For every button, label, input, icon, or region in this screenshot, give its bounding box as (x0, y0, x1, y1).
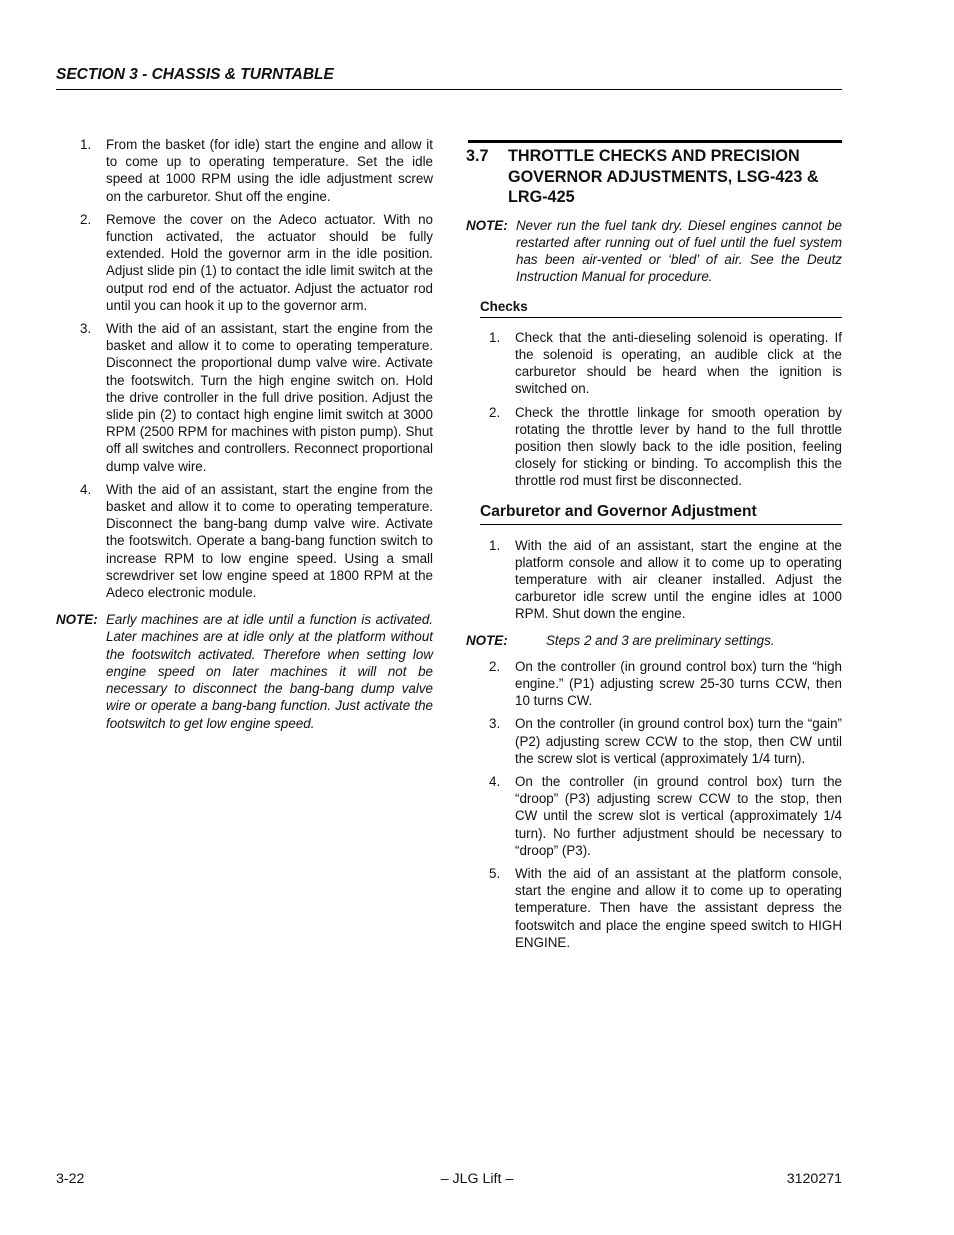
item-text: Check that the anti-dieseling solenoid is operating. If the solenoid is operating, an audible click at the carburetor should be heard when the ignition is switched on. (515, 329, 842, 397)
note-text: Early machines are at idle until a function is activated. Later machines are at idle only at the platform without the footswitch activated. Therefore when setting low engine speed on later machines it will not be necessary to disconnect the bang-bang dump valve wire or operate a bang-bang function. Just activate the footswitch to get low engine speed. (106, 612, 433, 731)
note-text: Never run the fuel tank dry. Diesel engines cannot be restarted after running out of fuel until the fuel system has been air-vented or ‘bled’ of air. See the Deutz Instruction Manual for procedure. (516, 217, 842, 285)
section-rule (468, 140, 842, 143)
item-text: With the aid of an assistant, start the engine from the basket and allow it to come to operating temperature. Disconnect the proportional dump valve wire. Activate the footswitch. Turn the high engine switch on. Hold the drive controller in the full drive position. Adjust the slide pin (2) to contact high engine limit switch at 3000 RPM (2500 RPM for machines with piston pump). Shut off all switches and controllers. Reconnect proportional dump valve wire. (106, 321, 433, 474)
note-text: Steps 2 and 3 are preliminary settings. (546, 632, 775, 648)
list-item (466, 658, 842, 710)
item-number: 2. (489, 658, 501, 674)
note-block (466, 217, 842, 286)
item-text: With the aid of an assistant at the platform console, start the engine and allow it to come up to operating temperature. Then have the assistant depress the footswitch and place the engine speed switch to HIGH ENGINE. (515, 866, 842, 950)
item-text: On the controller (in ground control box) turn the “droop” (P3) adjusting screw CCW to the stop, then CW until the screw slot is vertical (approximately 1/4 turn). No further adjustment should be necessary to “droop” (P3). (515, 774, 842, 858)
item-number: 4. (80, 481, 92, 497)
item-number: 1. (80, 137, 92, 152)
section-heading (466, 146, 842, 208)
list-item (466, 773, 842, 859)
left-column (56, 136, 433, 732)
carburetor-heading: Carburetor and Governor Adjustment (480, 502, 842, 525)
item-number: 3. (80, 321, 92, 337)
section-header: SECTION 3 - CHASSIS & TURNTABLE (56, 66, 334, 83)
item-text: On the controller (in ground control box) turn the “high engine.” (P1) adjusting screw 25-30 turns CCW, then 10 turns CW. (515, 658, 842, 709)
document-number: 3120271 (786, 1171, 842, 1187)
header-divider (56, 89, 842, 90)
item-number: 1. (489, 537, 501, 553)
list-item (466, 329, 842, 398)
item-text: Check the throttle linkage for smooth operation by rotating the throttle lever by hand to the full throttle position then slowly back to the idle position, feeling closely for sticking or binding. To accomplish this the throttle rod must first be disconnected. (515, 404, 842, 489)
list-item (466, 865, 842, 951)
item-number: 2. (80, 211, 92, 227)
list-item (56, 211, 433, 314)
right-column (466, 140, 842, 957)
footer-brand: – JLG Lift – (440, 1171, 514, 1187)
item-text: Remove the cover on the Adeco actuator. With no function activated, the actuator should be fully extended. Hold the governor arm in the idle position. Adjust slide pin (1) to contact the idle limit switch at the output rod end of the actuator. Adjust the actuator rod until you can hook it up to the governor arm. (106, 211, 433, 313)
item-number: 1. (489, 329, 501, 345)
note-label: NOTE: (56, 612, 98, 628)
item-text: With the aid of an assistant, start the engine from the basket and allow it to come to operating temperature. Disconnect the bang-bang dump valve wire. Activate the footswitch. Operate a bang-bang function switch to increase RPM to low engine speed. Using a small screwdriver set low engine speed at 1800 RPM at the Adeco electronic module. (106, 481, 433, 601)
list-item (56, 481, 433, 601)
section-number: 3.7 (466, 147, 489, 165)
item-number: 4. (489, 774, 501, 790)
item-number: 3. (489, 716, 501, 732)
note-label: NOTE: (466, 632, 508, 648)
note-block (56, 611, 433, 731)
list-item (466, 404, 842, 490)
note-block (466, 632, 842, 649)
section-title: THROTTLE CHECKS AND PRECISION GOVERNOR ADJUSTMENTS, LSG-423 & LRG-425 (508, 147, 819, 207)
list-item (466, 537, 842, 623)
list-item (56, 136, 433, 205)
item-text: On the controller (in ground control box) turn the “gain” (P2) adjusting screw CCW to the stop, then CW until the screw slot is vertical (approximately 1/4 turn). (515, 716, 842, 766)
item-number: 5. (489, 866, 501, 882)
item-text: With the aid of an assistant, start the engine at the platform console and allow it to come up to operating temperature with air cleaner installed. Adjust the carburetor idle screw until the engine idles at 1000 RPM. Shut down the engine. (515, 537, 842, 622)
list-item (56, 320, 433, 475)
checks-heading: Checks (480, 298, 842, 318)
list-item (466, 715, 842, 767)
note-label: NOTE: (466, 217, 508, 233)
item-number: 2. (489, 404, 501, 420)
item-text: From the basket (for idle) start the engine and allow it to come up to operating temperature. Set the idle speed at 1000 RPM using the idle adjustment screw on the carburetor. Shut off the engine. (106, 137, 433, 204)
page-number: 3-22 (56, 1171, 85, 1187)
